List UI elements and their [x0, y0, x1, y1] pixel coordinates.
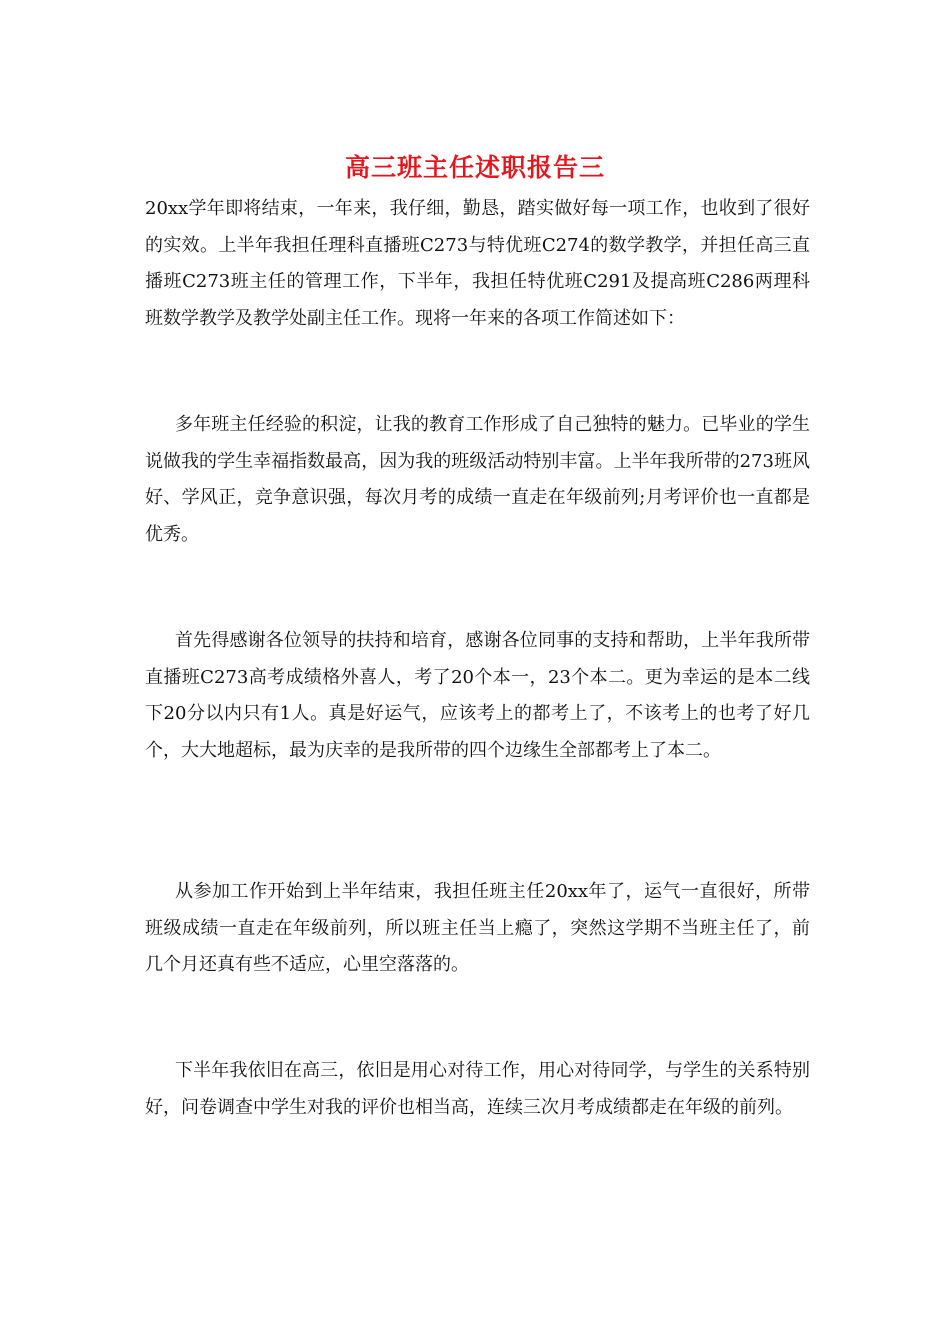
paragraph-experience: 多年班主任经验的积淀，让我的教育工作形成了自己独特的魅力。已毕业的学生说做我的学生幸福指数最高，因为我的班级活动特别丰富。上半年我所带的273班风好、学风正，竞争意识强，每次月考的成绩一直走在年级前列;月考评价也一直都是优秀。 — [145, 414, 810, 545]
paragraph-gratitude: 首先得感谢各位领导的扶持和培育，感谢各位同事的支持和帮助，上半年我所带直播班C273高考成绩格外喜人，考了20个本一，23个本二。更为幸运的是本二线下20分以内只有1人。真是好运气，应该考上的都考上了，不该考上的也考了好几个，大大地超标，最为庆幸的是我所带的四个边缘生全部都考上了本二。 — [145, 630, 810, 761]
paragraph-career: 从参加工作开始到上半年结束，我担任班主任20xx年了，运气一直很好，所带班级成绩一直走在年级前列，所以班主任当上瘾了，突然这学期不当班主任了，前几个月还真有些不适应，心里空落落的。 — [145, 881, 810, 976]
document-title: 高三班主任述职报告三 — [344, 153, 605, 182]
paragraph-second-half: 下半年我依旧在高三，依旧是用心对待工作，用心对待同学，与学生的关系特别好，问卷调查中学生对我的评价也相当高，连续三次月考成绩都走在年级的前列。 — [145, 1060, 810, 1118]
paragraph-intro: 20xx学年即将结束，一年来，我仔细，勤恳，踏实做好每一项工作，也收到了很好的实效。上半年我担任理科直播班C273与特优班C274的数学教学，并担任高三直播班C273班主任的管理工作，下半年，我担任特优班C291及提高班C286两理科班数学教学及教学处副主任工作。现将一年来的各项工作简述如下： — [145, 198, 810, 329]
